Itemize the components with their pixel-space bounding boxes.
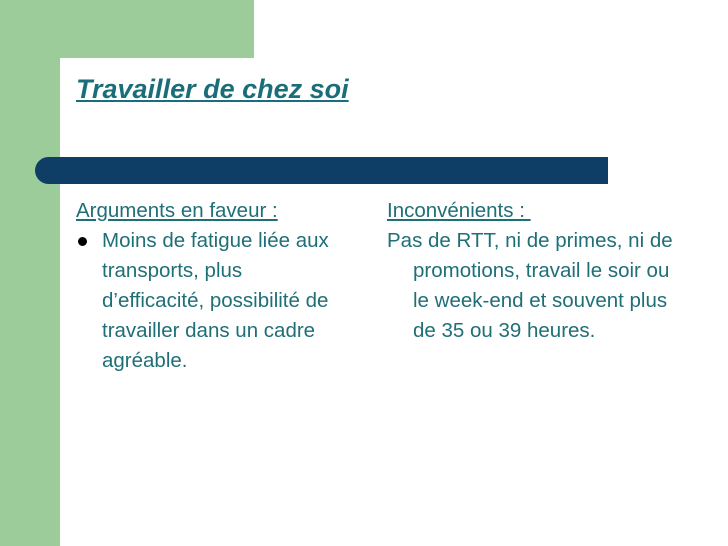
inconvenients-column xyxy=(387,196,687,346)
arguments-heading: Arguments en faveur : xyxy=(76,199,278,222)
title-divider-bar xyxy=(35,157,608,184)
arguments-bullet xyxy=(76,226,348,376)
inconvenients-heading: Inconvénients : xyxy=(387,199,531,222)
green-top-band xyxy=(0,0,254,58)
inconvenients-text: Pas de RTT, ni de primes, ni de promotions, travail le soir ou le week-end et souvent plus de 35 ou 39 heures. xyxy=(387,229,673,342)
arguments-bullet-text: Moins de fatigue liée aux transports, plus d’efficacité, possibilité de travailler dans un cadre agréable. xyxy=(102,229,329,372)
arguments-column xyxy=(76,196,348,376)
green-side-band xyxy=(0,0,60,546)
bullet-dot-icon xyxy=(78,237,87,246)
slide-title: Travailler de chez soi xyxy=(76,74,349,104)
